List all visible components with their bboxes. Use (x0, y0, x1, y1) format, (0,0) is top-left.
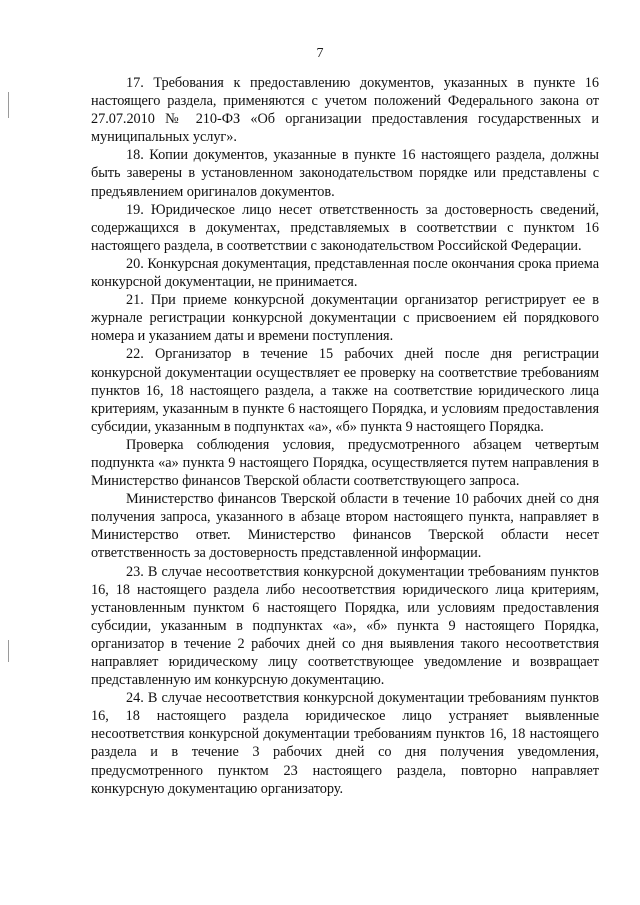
paragraph-18: 18. Копии документов, указанные в пункте 16 настоящего раздела, должны быть заверены в установленном законодательством порядке или представлены с предъявлением оригиналов документов. (91, 147, 599, 200)
paragraph-22: 22. Организатор в течение 15 рабочих дней после дня регистрации конкурсной документации осуществляет ее проверку на соответствие требованиям пунктов 16, 18 настоящего раздела, а также на соответствие юридического лица критериям, указанным в пункте 6 настоящего Порядка, и условиям предоставления субсидии, указанным в подпунктах «а», «б» пункта 9 настоящего Порядка. (91, 346, 599, 435)
paragraph-17: 17. Требования к предоставлению документов, указанных в пункте 16 настоящего раздела, применяются с учетом положений Федерального закона от 27.07.2010 № 210-ФЗ «Об организации предоставления государственных и муниципальных услуг». (91, 75, 599, 146)
document-body (91, 74, 599, 798)
paragraph-19: 19. Юридическое лицо несет ответственность за достоверность сведений, содержащихся в документах, представляемых в соответствии с пунктом 16 настоящего раздела, в соответствии с законодательством Российской Федерации. (91, 201, 599, 254)
paragraph-20: 20. Конкурсная документация, представленная после окончания срока приема конкурсной документации, не принимается. (91, 255, 599, 291)
scan-margin-mark (8, 92, 9, 118)
paragraph-21: 21. При приеме конкурсной документации организатор регистрирует ее в журнале регистрации конкурсной документации с присвоением ей порядкового номера и указанием даты и времени поступления. (91, 292, 599, 345)
paragraph-24: 24. В случае несоответствия конкурсной документации требованиям пунктов 16, 18 настоящего раздела юридическое лицо устраняет выявленные несоответствия конкурсной документации требованиям пунктов 16, 18 настоящего раздела и в течение 3 рабочих дней со дня получения уведомления, предусмотренного пунктом 23 настоящего раздела, повторно направляет конкурсную документацию организатору. (91, 690, 599, 797)
page-number: 7 (316, 46, 324, 61)
paragraph-22-ministry-response: Министерство финансов Тверской области в течение 10 рабочих дней со дня получения запроса, указанного в абзаце втором настоящего пункта, направляет в Министерство ответ. Министерство финансов Тверской области несет ответственность за достоверность представленной информации. (91, 491, 599, 562)
paragraph-23: 23. В случае несоответствия конкурсной документации требованиям пунктов 16, 18 настоящего раздела либо несоответствия юридического лица критериям, установленным пунктом 6 настоящего Порядка, или условиям предоставления субсидии, указанным в подпунктах «а», «б» пункта 9 настоящего Порядка, организатор в течение 2 рабочих дней со дня выявления такого несоответствия направляет юридическому лицу соответствующее уведомление и возвращает представленную им конкурсную документацию. (91, 563, 599, 689)
paragraph-22-verification: Проверка соблюдения условия, предусмотренного абзацем четвертым подпункта «а» пункта 9 настоящего Порядка, осуществляется путем направления в Министерство финансов Тверской области соответствующего запроса. (91, 436, 599, 490)
scan-margin-mark (8, 640, 9, 662)
